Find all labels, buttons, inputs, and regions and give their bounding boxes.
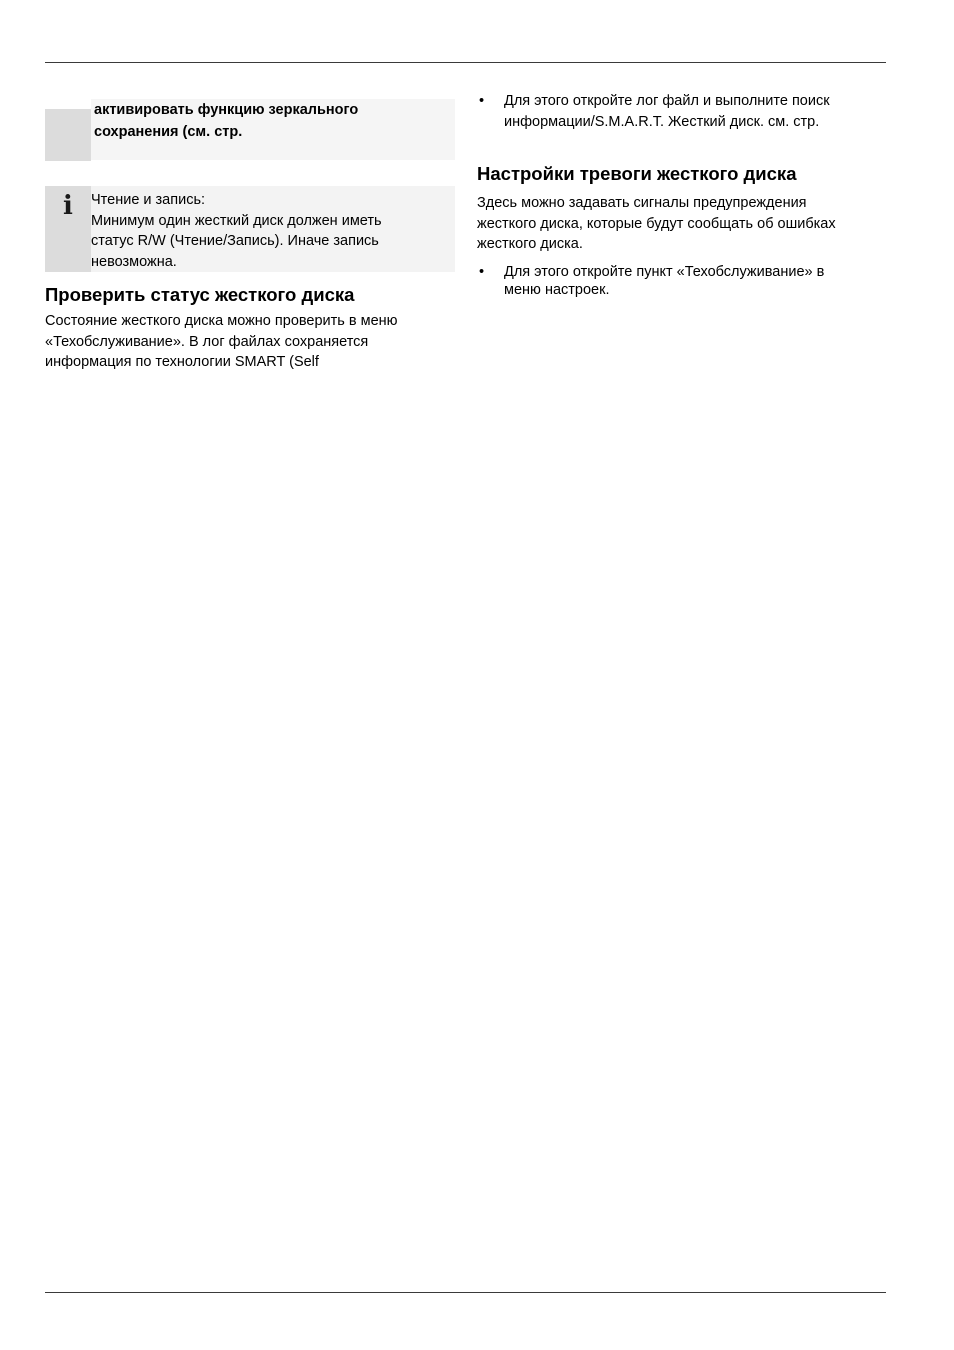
info-note-marker — [45, 186, 91, 272]
info-icon: i — [63, 191, 73, 221]
check-status-paragraph — [45, 311, 455, 373]
paragraph-line: информация по технологии SMART (Self — [45, 354, 319, 370]
right-column — [477, 91, 887, 299]
bullet-line: информации/S.M.A.R.T. Жесткий диск. см. стр. — [504, 113, 820, 130]
bullet-icon: • — [479, 263, 485, 280]
info-note-line: невозможна. — [91, 253, 177, 270]
info-note-line: Минимум один жесткий диск должен иметь — [91, 212, 382, 229]
bullet-icon: • — [479, 93, 485, 109]
left-column — [45, 99, 455, 373]
info-note-line: Чтение и запись: — [91, 192, 206, 208]
maintenance-bullet-item — [477, 263, 887, 299]
alarm-settings-paragraph — [477, 193, 887, 255]
warning-note-text — [91, 99, 455, 160]
info-note-text — [91, 186, 455, 272]
maintenance-bullet-list — [477, 263, 887, 299]
info-note-line: статус R/W (Чтение/Запись). Иначе запись — [91, 233, 379, 249]
paragraph-line: Здесь можно задавать сигналы предупреждения — [477, 195, 807, 211]
warning-note-line: сохранения (см. стр. — [94, 123, 243, 140]
warning-note-line: активировать функцию зеркального — [94, 102, 359, 118]
warning-note-marker — [45, 109, 91, 161]
alarm-settings-heading: Настройки тревоги жесткого диска — [477, 163, 797, 184]
check-status-heading: Проверить статус жесткого диска — [45, 284, 355, 305]
bullet-line: меню настроек. — [504, 281, 610, 298]
paragraph-line: «Техобслуживание». В лог файлах сохраняется — [45, 333, 369, 350]
log-bullet-list — [477, 91, 887, 132]
header-rule — [45, 62, 886, 63]
paragraph-line: Состояние жесткого диска можно проверить в меню — [45, 313, 398, 329]
paragraph-line: жесткого диска, которые будут сообщать об ошибках — [477, 215, 836, 232]
bullet-line: Для этого откройте лог файл и выполните поиск — [504, 93, 830, 109]
paragraph-line: жесткого диска. — [477, 236, 583, 252]
footer-rule — [45, 1292, 886, 1293]
log-bullet-item — [477, 91, 887, 132]
read-write-info-note — [45, 186, 455, 272]
mirror-warning-note — [45, 99, 455, 160]
bullet-line: Для этого откройте пункт «Техобслуживание» в — [504, 263, 825, 280]
